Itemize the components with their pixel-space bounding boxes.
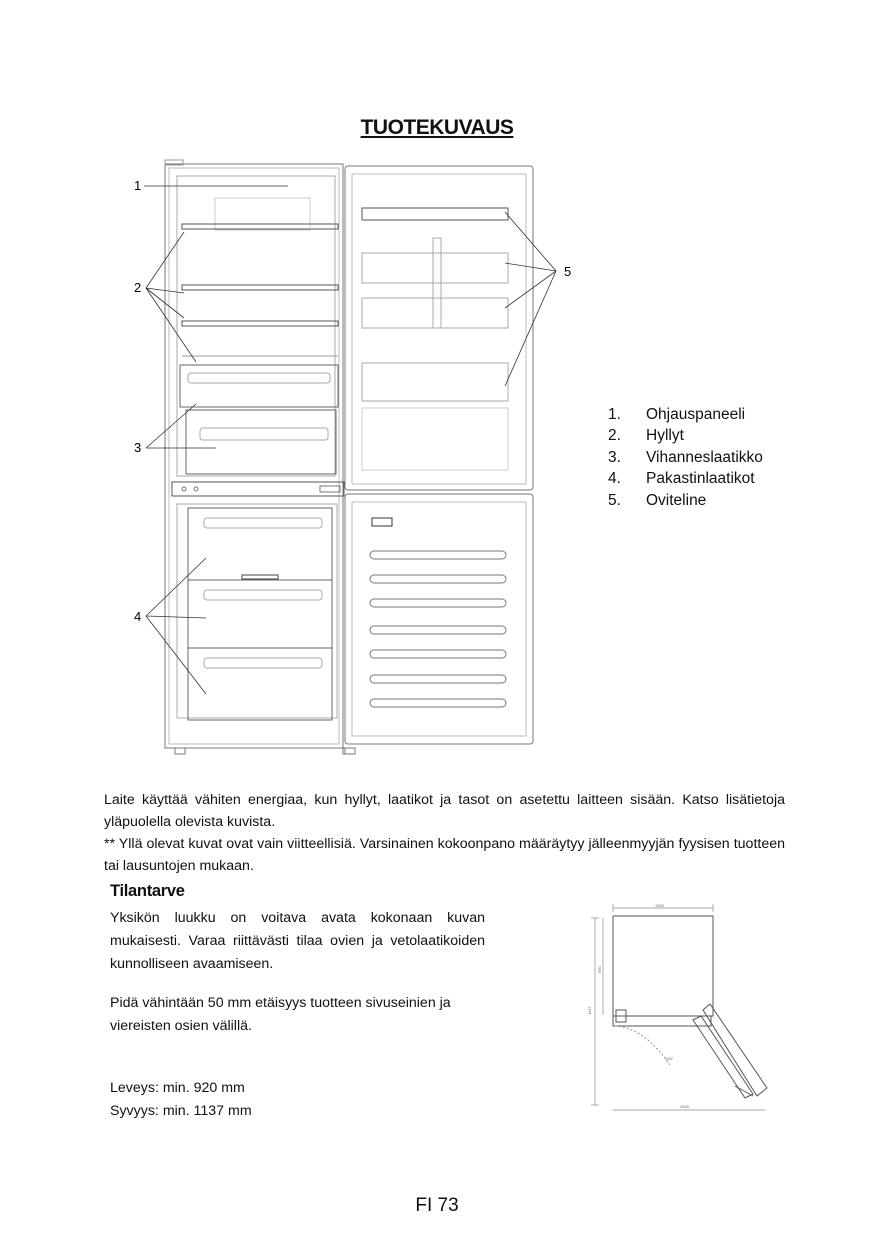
side-distance-text: Pidä vähintään 50 mm etäisyys tuotteen sivuseinien ja viereisten osien välillä. [110, 995, 451, 1034]
plan-top-dimension: 1000 [655, 903, 664, 908]
plan-inner-dimension: 950 [597, 966, 602, 973]
callout-2: 2 [134, 280, 142, 295]
callout-5: 5 [564, 264, 572, 279]
energy-note [104, 789, 785, 877]
legend-label: Oviteline [646, 491, 707, 509]
callout-3: 3 [134, 440, 142, 455]
legend-label: Ohjauspaneeli [646, 405, 746, 423]
min-depth: Syvyys: min. 1137 mm [110, 1103, 252, 1119]
callout-1: 1 [134, 178, 142, 193]
legend-label: Pakastinlaatikot [646, 470, 755, 488]
page-number: FI 73 [415, 1195, 459, 1216]
door-clearance-diagram [585, 900, 775, 1115]
callout-4: 4 [134, 609, 142, 624]
parts-legend [608, 404, 808, 512]
min-width: Leveys: min. 920 mm [110, 1080, 245, 1096]
plan-bottom-dimension: 1000 [680, 1104, 689, 1109]
minimum-dimensions [110, 1077, 490, 1123]
legend-item: 4. Pakastinlaatikot [608, 470, 755, 488]
legend-label: Hyllyt [646, 427, 684, 445]
space-requirement-text: Yksikön luukku on voitava avata kokonaan kuvan mukaisesti. Varaa riittävästi tilaa ovien ja vetolaatikoiden kunnolliseen avaamiseen. [110, 910, 485, 972]
legend-item: 2. Hyllyt [608, 427, 684, 445]
plan-side-dimension: 1137 [587, 1006, 592, 1015]
legend-item: 3. Vihanneslaatikko [608, 448, 763, 466]
plan-angle-label: 135° [665, 1056, 674, 1061]
energy-paragraph: Laite käyttää vähiten energiaa, kun hyllyt, laatikot ja tasot on asetettu laitteen sisään. Katso lisätietoja yläpuolella olevista kuvista. [104, 792, 785, 830]
space-requirement-heading: Tilantarve [110, 882, 185, 900]
legend-item: 5. Oviteline [608, 491, 707, 509]
fridge-illustration [120, 158, 590, 758]
legend-label: Vihanneslaatikko [646, 448, 763, 466]
disclaimer-paragraph: ** Yllä olevat kuvat ovat vain viitteellisiä. Varsinainen kokoonpano määräytyy jälleenmyyjän fyysisen tuotteen tai lausuntojen mukaan. [104, 836, 785, 874]
page-title: TUOTEKUVAUS [360, 116, 514, 139]
legend-item: 1. Ohjauspaneeli [608, 405, 746, 423]
